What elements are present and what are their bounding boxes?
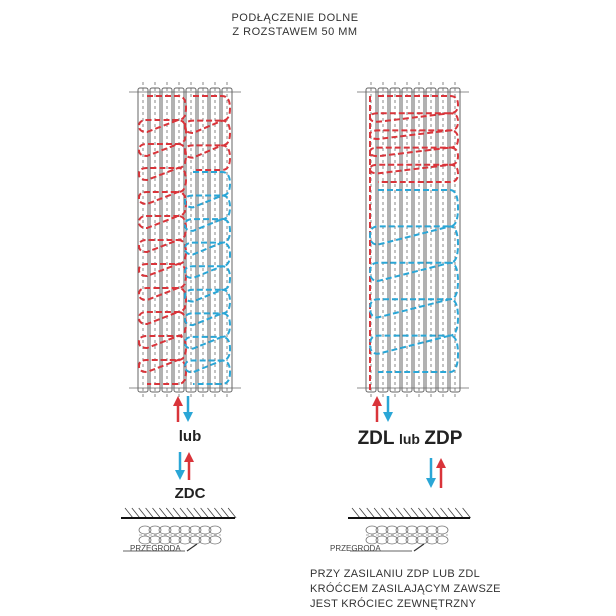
right-wall-hatch [448,508,456,518]
right-wall-hatch [374,508,382,518]
left-return-arrow [183,396,193,422]
zdl-zdp-supply-arrow [436,458,446,488]
left-wall-hatch [153,508,161,518]
title-line-2: Z ROZSTAWEM 50 MM [232,26,358,38]
right-wall-hatch [463,508,471,518]
left-wall-hatch [221,508,229,518]
right-wall-hatch [426,508,434,518]
right-wall-hatch [433,508,441,518]
right-wall-hatch [389,508,397,518]
zdl-zdp-return-arrow [426,458,436,488]
zdc-label: ZDC [174,485,206,502]
left-wall-hatch [132,508,140,518]
right-wall-hatch [367,508,375,518]
left-supply-arrow [173,396,183,422]
note-line-2: KRÓĆCEM ZASILAJĄCYM ZAWSZE [310,583,501,595]
zdl-label: ZDL [357,428,395,449]
left-wall-hatch [228,508,236,518]
zdc-supply-arrow [184,452,194,480]
title-line-1: PODŁĄCZENIE DOLNE [231,12,359,24]
note-line-3: JEST KRÓCIEC ZEWNĘTRZNY [310,598,477,610]
right-wall-hatch [396,508,404,518]
right-wall-hatch [404,508,412,518]
right-wall-hatch [455,508,463,518]
left-wall-hatch [201,508,209,518]
left-wall-hatch [187,508,195,518]
note-line-1: PRZY ZASILANIU ZDP LUB ZDL [310,568,480,580]
right-partition-label: PRZEGRODA [330,544,381,553]
right-wall-hatch [418,508,426,518]
left-or-label: lub [178,428,202,445]
left-partition-label: PRZEGRODA [130,544,181,553]
right-wall-hatch [359,508,367,518]
right-or-label: lub [398,431,420,447]
right-wall-hatch [411,508,419,518]
left-wall-hatch [208,508,216,518]
right-wall-hatch [352,508,360,518]
left-wall-hatch [125,508,133,518]
left-wall-hatch [214,508,222,518]
right-wall-hatch [382,508,390,518]
right-return-arrow [383,396,393,422]
left-wall-partition-pointer [187,544,197,551]
right-wall-partition-pointer [414,544,424,551]
left-wall-hatch [146,508,154,518]
left-wall-hatch [166,508,174,518]
left-wall-hatch [180,508,188,518]
zdc-return-arrow [175,452,185,480]
right-connection-label [340,428,480,450]
left-wall-hatch [159,508,167,518]
left-wall-hatch [173,508,181,518]
left-wall-hatch [194,508,202,518]
right-supply-arrow [372,396,382,422]
right-wall-hatch [441,508,449,518]
zdp-label: ZDP [424,428,463,449]
left-wall-hatch [139,508,147,518]
